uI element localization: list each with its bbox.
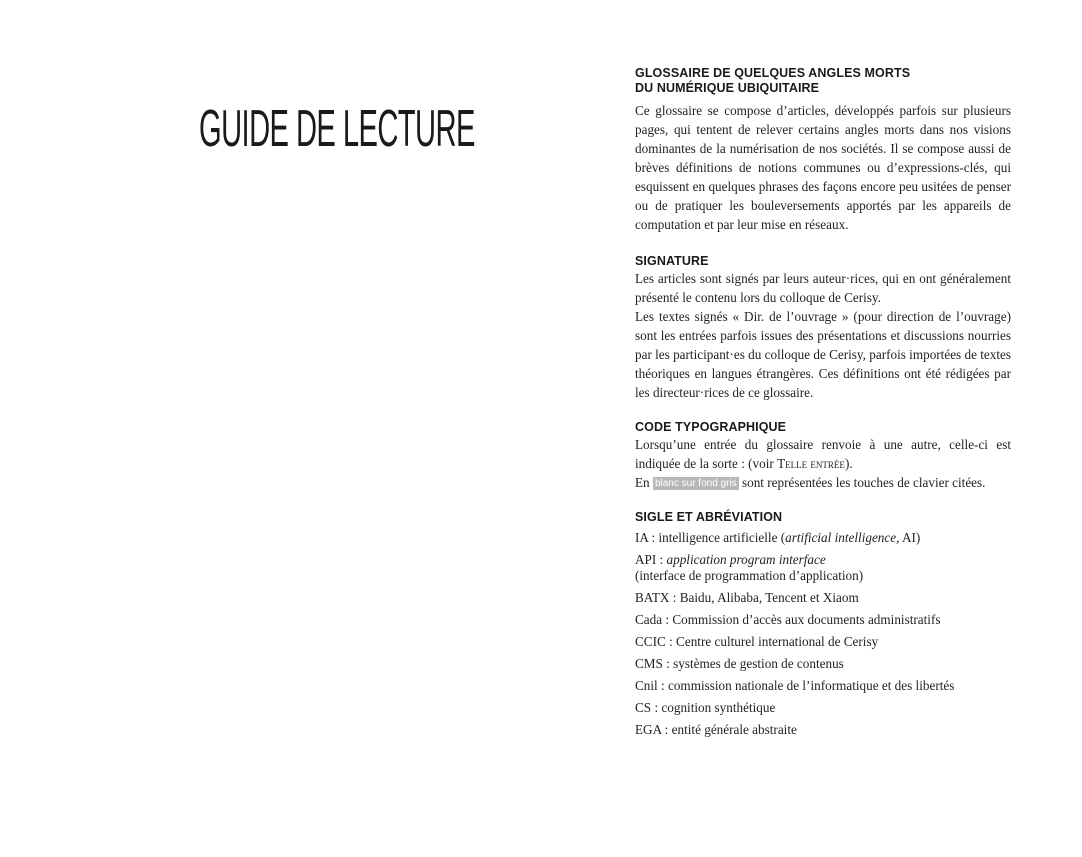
abbr-definition: commission nationale de l’informatique et des libertés	[667, 678, 955, 693]
abbr-separator: :	[656, 552, 667, 567]
code-body-1-before: Lorsqu’une entrée du glossaire renvoie à une autre, celle-ci est indiquée de la sorte : (voir	[635, 437, 1011, 471]
section-signature	[635, 254, 1011, 402]
section-signature-title: SIGNATURE	[635, 254, 709, 268]
abbreviation-item	[635, 700, 1011, 716]
abbr-separator: :	[662, 612, 673, 627]
abbreviation-item	[635, 612, 1011, 628]
abbr-separator: :	[662, 656, 674, 671]
section-signature-body-2: Les textes signés « Dir. de l’ouvrage » (pour direction de l’ouvrage) sont les entrées parfois issues des présentations et discussions nourries par les participant·es du colloque de Cerisy, parfois importées de textes théoriques en langues étrangères. Ces définitions ont été rédigées par les directeur·rices de ce glossaire.	[635, 309, 1011, 400]
small-caps-entry-sample: Telle entrée	[777, 456, 845, 471]
abbr-separator: :	[661, 722, 672, 737]
abbreviation-item	[635, 722, 1011, 738]
code-body-2-after: sont représentées les touches de clavier citées.	[738, 475, 986, 490]
abbr-definition-after: , AI)	[896, 530, 921, 545]
code-body-2-before: En	[635, 475, 653, 490]
abbr-definition: cognition synthétique	[661, 700, 776, 715]
abbr-definition: Baidu, Alibaba, Tencent et Xiaom	[679, 590, 859, 605]
section-glossaire	[635, 66, 1011, 234]
section-signature-body-1: Les articles sont signés par leurs auteur·rices, qui en ont généralement présenté le contenu lors du colloque de Cerisy.	[635, 271, 1011, 305]
abbr-term: BATX	[635, 590, 670, 605]
abbr-term: IA	[635, 530, 649, 545]
section-code-title: CODE TYPOGRAPHIQUE	[635, 420, 787, 434]
abbr-term: CS	[635, 700, 652, 715]
abbreviation-item	[635, 552, 1011, 584]
section-code-body-2	[635, 473, 1011, 492]
abbr-term: CCIC	[635, 634, 666, 649]
abbreviation-item	[635, 634, 1011, 650]
abbr-term: API	[635, 552, 657, 567]
code-body-1-after: ).	[844, 456, 853, 471]
section-glossaire-title	[635, 66, 1011, 96]
abbr-separator: :	[669, 590, 680, 605]
abbr-definition-italic: artificial intelligence	[785, 530, 897, 545]
keyboard-key-sample: blanc sur fond gris	[654, 478, 737, 489]
abbr-definition: entité générale abstraite	[671, 722, 797, 737]
abbr-separator: :	[657, 678, 668, 693]
abbreviation-item	[635, 678, 1011, 694]
abbr-definition: Commission d’accès aux documents administratifs	[672, 612, 941, 627]
page-title: GUIDE DE LECTURE	[199, 99, 475, 158]
abbr-definition-line2: (interface de programmation d’application)	[635, 568, 864, 583]
section-glossaire-title-line1: GLOSSAIRE DE QUELQUES ANGLES MORTS	[635, 66, 911, 80]
abbr-separator: :	[665, 634, 677, 649]
section-code-body-1	[635, 435, 1011, 473]
abbr-definition: Centre culturel international de Cerisy	[676, 634, 879, 649]
section-sigle	[635, 510, 1011, 738]
section-code-typographique	[635, 420, 1011, 492]
abbr-separator: :	[651, 700, 662, 715]
abbr-definition-italic: application program interface	[666, 552, 826, 567]
abbr-separator: :	[648, 530, 659, 545]
section-sigle-title: SIGLE ET ABRÉVIATION	[635, 510, 783, 524]
section-glossaire-title-line2: DU NUMÉRIQUE UBIQUITAIRE	[635, 81, 820, 95]
abbr-term: EGA	[635, 722, 662, 737]
abbr-term: Cada	[635, 612, 663, 627]
abbr-definition: systèmes de gestion de contenus	[673, 656, 844, 671]
abbr-term: CMS	[635, 656, 663, 671]
abbreviation-item	[635, 656, 1011, 672]
abbreviation-item	[635, 530, 1011, 546]
abbreviation-item	[635, 590, 1011, 606]
reading-guide-column	[635, 66, 1011, 744]
abbreviation-list	[635, 530, 1011, 738]
abbr-definition: intelligence artificielle (	[658, 530, 786, 545]
section-glossaire-body: Ce glossaire se compose d’articles, développés parfois sur plusieurs pages, qui tentent de relever certains angles morts dans nos visions dominantes de la numérisation de nos sociétés. Il se compose aussi de brèves définitions de notions communes ou d’expressions-clés, qui esquissent en quelques phrases des façons encore peu usitées de penser ou de pratiquer les bouleversements apportés par les appareils de computation et par leur mise en réseaux.	[635, 103, 1011, 232]
abbr-term: Cnil	[635, 678, 658, 693]
